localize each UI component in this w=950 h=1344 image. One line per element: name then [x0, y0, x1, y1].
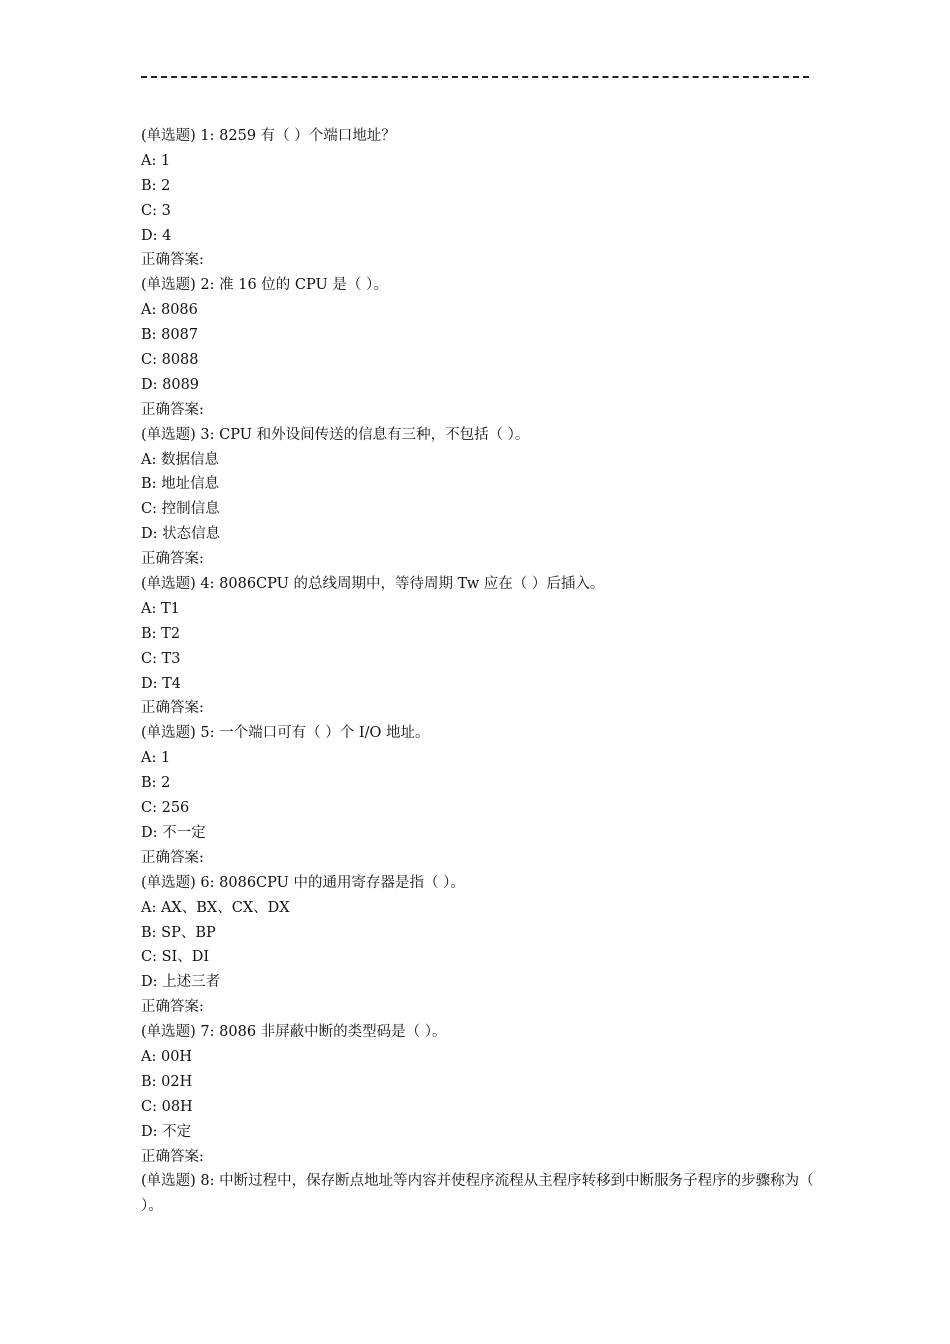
question-4-option-a: A: T1	[141, 600, 180, 617]
question-7-option-a: A: 00H	[141, 1048, 193, 1065]
question-5-option-d: D: 不一定	[141, 824, 206, 841]
question-1-option-b: B: 2	[141, 177, 171, 194]
question-3-option-d: D: 状态信息	[141, 526, 221, 543]
question-6-option-d: D: 上述三者	[141, 974, 221, 991]
question-7-answer-label: 正确答案:	[141, 1148, 204, 1165]
question-list	[141, 124, 821, 1219]
question-2-answer-label: 正确答案:	[141, 401, 204, 418]
question-4-option-d: D: T4	[141, 675, 182, 692]
question-3-answer-label: 正确答案:	[141, 551, 204, 568]
question-3-option-b: B: 地址信息	[141, 476, 220, 493]
question-7-option-c: C: 08H	[141, 1098, 193, 1115]
question-6-stem: (单选题) 6: 8086CPU 中的通用寄存器是指（ ）。	[141, 874, 465, 891]
question-2-option-b: B: 8087	[141, 327, 199, 344]
question-4-option-c: C: T3	[141, 650, 181, 667]
question-2-option-c: C: 8088	[141, 352, 199, 369]
question-4-answer-label: 正确答案:	[141, 700, 204, 717]
question-3-stem: (单选题) 3: CPU 和外设间传送的信息有三种，不包括（ ）。	[141, 426, 530, 443]
question-1-stem: (单选题) 1: 8259 有（ ）个端口地址？	[141, 128, 396, 144]
question-2-stem: (单选题) 2: 准 16 位的 CPU 是（ ）。	[141, 277, 388, 294]
question-7-stem: (单选题) 7: 8086 非屏蔽中断的类型码是（ ）。	[141, 1024, 447, 1041]
question-5-option-c: C: 256	[141, 800, 190, 817]
question-2-option-a: A: 8086	[141, 302, 198, 319]
question-5-stem: (单选题) 5: 一个端口可有（ ）个 I/O 地址。	[141, 725, 430, 742]
question-3-option-c: C: 控制信息	[141, 501, 220, 518]
question-5-answer-label: 正确答案:	[141, 849, 204, 866]
question-4-stem: (单选题) 4: 8086CPU 的总线周期中，等待周期 Tw 应在（ ）后插入。	[141, 576, 605, 593]
question-6-option-b: B: SP、BP	[141, 924, 216, 941]
question-2-option-d: D: 8089	[141, 376, 200, 393]
question-5-option-b: B: 2	[141, 775, 171, 792]
question-8-stem: (单选题) 8: 中断过程中，保存断点地址等内容并使程序流程从主程序转移到中断服务子程序的步骤称为（ ）。	[141, 1173, 814, 1215]
top-dashed-rule	[141, 76, 809, 78]
question-1-option-a: A: 1	[141, 152, 171, 169]
question-1-option-d: D: 4	[141, 227, 172, 244]
question-5-option-a: A: 1	[141, 750, 171, 767]
question-6-answer-label: 正确答案:	[141, 999, 204, 1016]
question-6-option-a: A: AX、BX、CX、DX	[141, 899, 290, 916]
question-7-option-d: D: 不定	[141, 1123, 192, 1140]
question-7-option-b: B: 02H	[141, 1073, 193, 1090]
question-1-option-c: C: 3	[141, 202, 171, 219]
question-4-option-b: B: T2	[141, 625, 181, 642]
question-1-answer-label: 正确答案:	[141, 252, 204, 269]
question-3-option-a: A: 数据信息	[141, 451, 219, 468]
question-6-option-c: C: SI、DI	[141, 949, 210, 966]
